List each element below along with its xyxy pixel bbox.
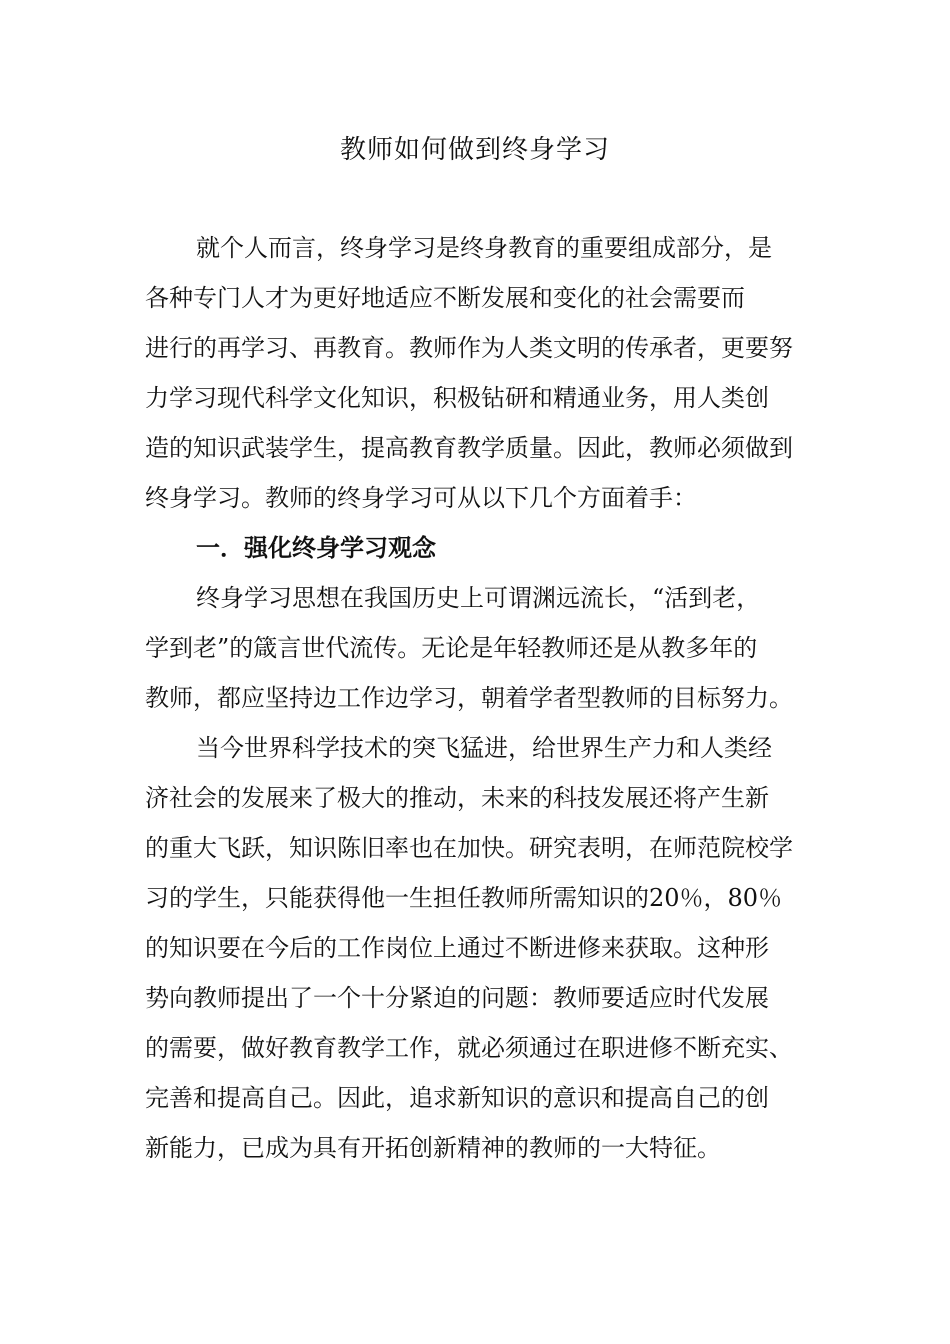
- section-1-p2-line-4: 习的学生，只能获得他一生担任教师所需知识的20％，80％: [145, 884, 783, 912]
- section-1-heading: 一．强化终身学习观念: [196, 534, 436, 562]
- intro-line-6: 终身学习。教师的终身学习可从以下几个方面着手：: [145, 484, 697, 512]
- section-1-p2-line-3: 的重大飞跃，知识陈旧率也在加快。研究表明，在师范院校学: [145, 834, 793, 862]
- intro-line-1: 就个人而言，终身学习是终身教育的重要组成部分，是: [196, 234, 772, 262]
- section-1-p2-line-9: 新能力，已成为具有开拓创新精神的教师的一大特征。: [145, 1134, 721, 1162]
- section-1-p1-line-1: 终身学习思想在我国历史上可谓渊远流长，“活到老，: [196, 584, 761, 612]
- intro-line-4: 力学习现代科学文化知识，积极钻研和精通业务，用人类创: [145, 384, 769, 412]
- section-1-p2-line-5: 的知识要在今后的工作岗位上通过不断进修来获取。这种形: [145, 934, 769, 962]
- section-1-p2-line-7: 的需要，做好教育教学工作，就必须通过在职进修不断充实、: [145, 1034, 793, 1062]
- intro-line-5: 造的知识武装学生，提高教育教学质量。因此，教师必须做到: [145, 434, 793, 462]
- document-title: 教师如何做到终身学习: [339, 135, 610, 165]
- section-1-p2-line-8: 完善和提高自己。因此，追求新知识的意识和提高自己的创: [145, 1084, 769, 1112]
- section-1-p2-line-1: 当今世界科学技术的突飞猛进，给世界生产力和人类经: [196, 734, 772, 762]
- section-1-p1-line-2: 学到老”的箴言世代流传。无论是年轻教师还是从教多年的: [145, 634, 758, 662]
- section-1-p2-line-2: 济社会的发展来了极大的推动，未来的科技发展还将产生新: [145, 784, 769, 812]
- section-1-p1-line-3: 教师，都应坚持边工作边学习，朝着学者型教师的目标努力。: [145, 684, 793, 712]
- section-1-p2-line-6: 势向教师提出了一个十分紧迫的问题：教师要适应时代发展: [145, 984, 769, 1012]
- intro-line-2: 各种专门人才为更好地适应不断发展和变化的社会需要而: [145, 284, 745, 312]
- intro-line-3: 进行的再学习、再教育。教师作为人类文明的传承者，更要努: [145, 334, 793, 362]
